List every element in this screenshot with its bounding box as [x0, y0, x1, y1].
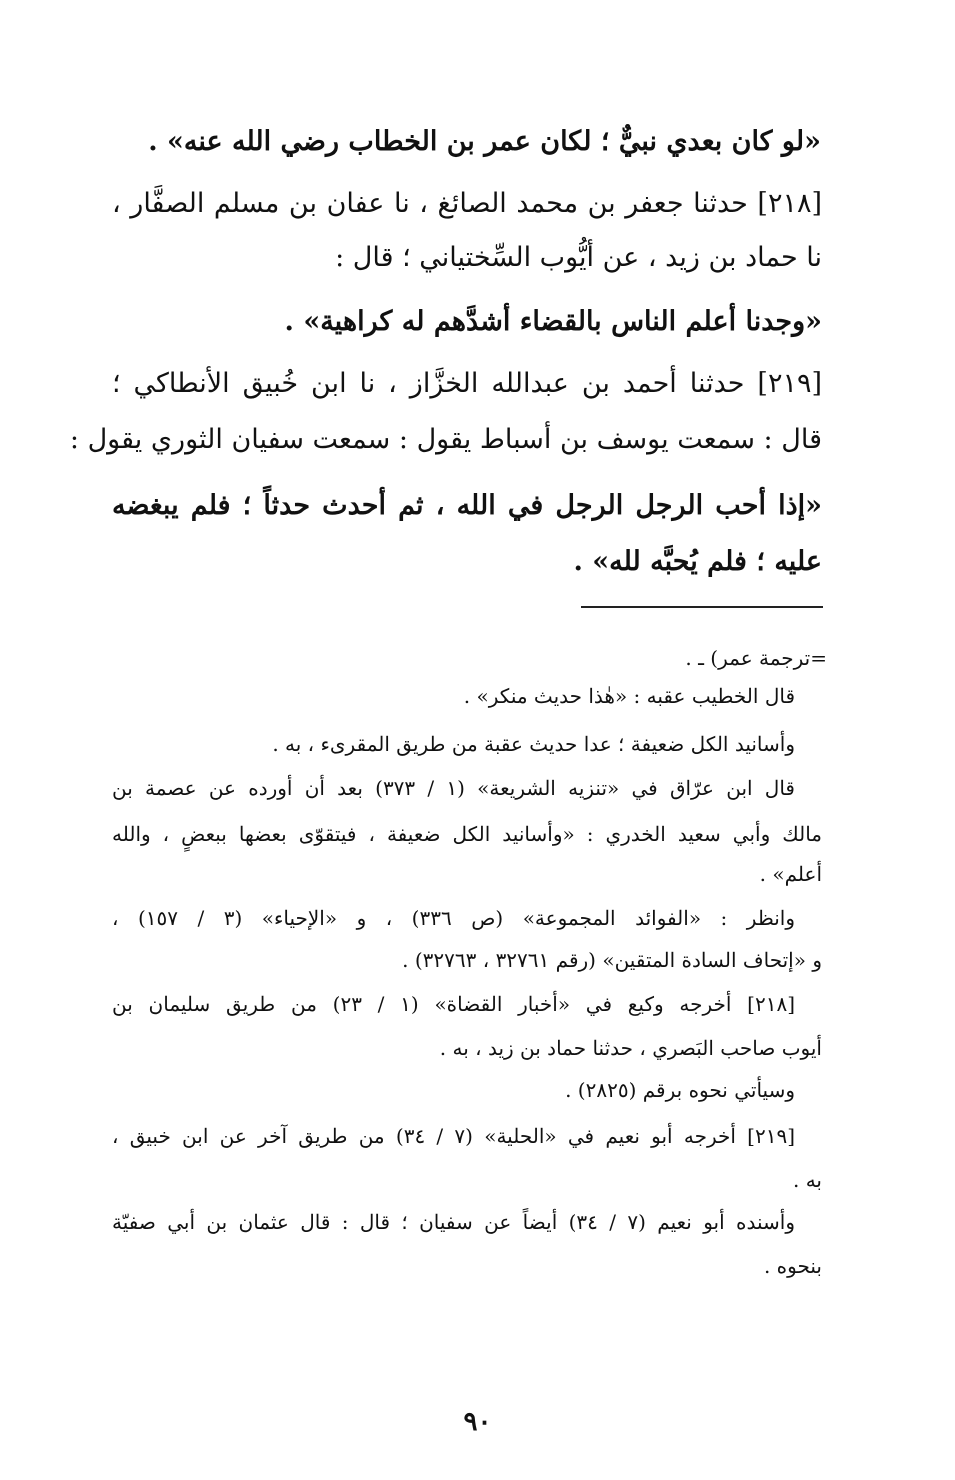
- page-number: ٩٠: [463, 1407, 492, 1437]
- main-line-7: «إذا أحب الرجل الرجل في الله ، ثم أحدث حدثاً ؛ فلم يبغضه: [112, 490, 822, 521]
- footnote-line-12: [٢١٩] أخرجه أبو نعيم في «الحلية» (٧ / ٣٤) من طريق آخر عن ابن خبيق ،: [112, 1124, 795, 1148]
- footnote-line-5: مالك وأبي سعيد الخدري : «وأسانيد الكل ضعيفة ، فيتقوّى بعضها ببعضٍ ، والله: [112, 822, 822, 846]
- footnote-line-13: به .: [792, 1168, 822, 1192]
- footnote-line-14: وأسنده أبو نعيم (٧ / ٣٤) أيضاً عن سفيان ؛ قال : قال عثمان بن أبي صفيّة: [112, 1210, 796, 1234]
- footnote-line-15: بنحوه .: [763, 1254, 822, 1278]
- footnote-line-6: أعلم» .: [759, 862, 822, 886]
- footnote-line-10: أيوب صاحب البَصري ، حدثنا حماد بن زيد ، به .: [439, 1036, 822, 1060]
- footnote-line-7: وانظر : «الفوائد المجموعة» (ص ٣٣٦) ، و «الإحياء» (٣ / ١٥٧) ،: [112, 906, 796, 930]
- main-line-2: [٢١٨] حدثنا جعفر بن محمد الصائغ ، نا عفان بن مسلم الصفَّار ،: [112, 188, 822, 219]
- main-line-4: «وجدنا أعلم الناس بالقضاء أشدَّهم له كراهية» .: [284, 306, 822, 337]
- main-line-6: قال : سمعت يوسف بن أسباط يقول : سمعت سفيان الثوري يقول :: [69, 424, 822, 455]
- footnote-line-2: قال الخطيب عقبه : «هٰذا حديث منكر» .: [463, 684, 795, 708]
- main-line-3: نا حماد بن زيد ، عن أيُّوب السِّختياني ؛ قال :: [335, 242, 822, 273]
- main-line-8: عليه ؛ فلم يُحبَّه لله» .: [573, 546, 822, 577]
- footnote-line-3: وأسانيد الكل ضعيفة ؛ عدا حديث عقبة من طريق المقرىء ، به .: [272, 732, 795, 756]
- footnote-line-8: و «إتحاف السادة المتقين» (رقم ٣٢٧٦١ ، ٣٢٧٦٣) .: [402, 948, 822, 972]
- footnote-line-9: [٢١٨] أخرجه وكيع في «أخبار القضاة» (١ / ٢٣) من طريق سليمان بن: [112, 992, 795, 1016]
- footnote-line-4: قال ابن عرّاق في «تنزيه الشريعة» (١ / ٣٧٣) بعد أن أورده عن عصمة بن: [112, 776, 795, 800]
- footnote-line-11: وسيأتي نحوه برقم (٢٨٢٥) .: [565, 1078, 795, 1102]
- footnote-line-1: =ترجمة عمر) ـ .: [685, 646, 827, 670]
- main-line-1: «لو كان بعدي نبيٌّ ؛ لكان عمر بن الخطاب رضي الله عنه» .: [148, 126, 821, 157]
- footnote-separator: [581, 606, 823, 608]
- main-line-5: [٢١٩] حدثنا أحمد بن عبدالله الخزَّاز ، نا ابن خُبيق الأنطاكي ؛: [112, 368, 822, 399]
